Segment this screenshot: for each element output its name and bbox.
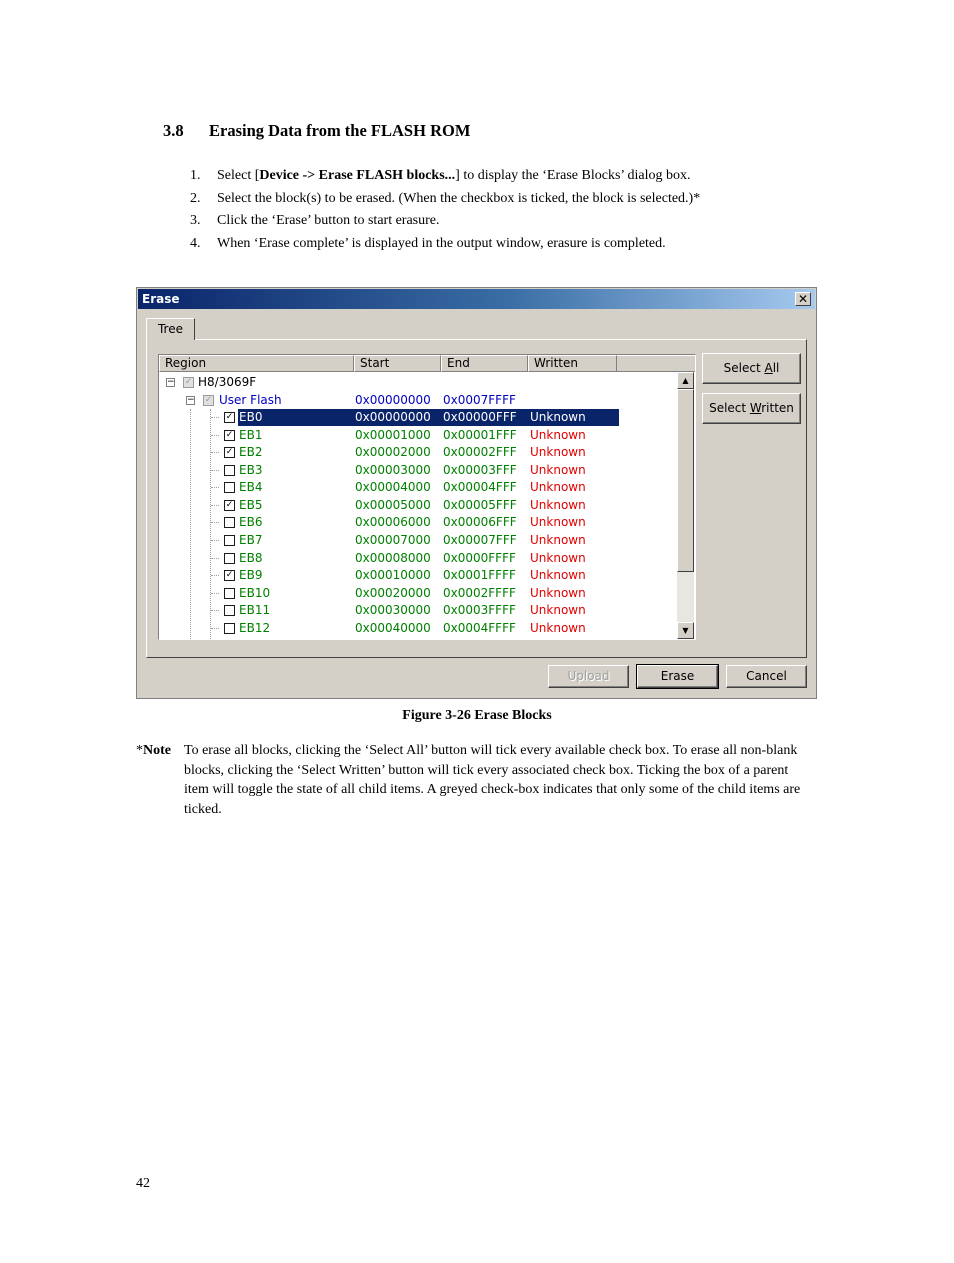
select-all-label-post: ll <box>772 361 780 375</box>
tree-guide-line <box>211 540 219 541</box>
table-row[interactable] <box>159 497 677 514</box>
tree-guide-line <box>211 435 219 436</box>
block-name: EB0 <box>239 410 263 425</box>
column-header-end[interactable]: End <box>441 355 528 372</box>
list-header <box>159 355 695 372</box>
steps-list <box>190 166 700 257</box>
tree-guide-line <box>211 610 219 611</box>
table-row[interactable] <box>159 479 677 496</box>
step-item <box>190 234 700 257</box>
written-status: Unknown <box>530 462 586 477</box>
table-row[interactable] <box>159 585 677 602</box>
written-status: Unknown <box>530 620 586 635</box>
table-row[interactable] <box>159 602 677 619</box>
step-text: When ‘Erase complete’ is displayed in the output window, erasure is completed. <box>217 236 666 252</box>
block-tree-list[interactable] <box>158 354 696 640</box>
start-address: 0x00020000 <box>355 585 431 600</box>
start-address: 0x00002000 <box>355 445 431 460</box>
end-address: 0x0002FFFF <box>443 585 516 600</box>
select-all-button[interactable] <box>702 353 801 384</box>
end-address: 0x00003FFF <box>443 462 517 477</box>
note-text: To erase all blocks, clicking the ‘Select All’ button will tick every available check box. To erase all non-blank blocks, clicking the ‘Select Written’ button will tick every associated check box. Ticking the box of a parent item will toggle the state of all child items. A greyed check-box indicates that only some of the child items are ticked. <box>184 743 801 817</box>
start-address: 0x00000000 <box>355 392 431 407</box>
table-row[interactable] <box>159 392 677 409</box>
select-written-label-pre: Select <box>709 401 750 415</box>
step-number: 2. <box>190 190 201 206</box>
tab-tree[interactable]: Tree <box>146 318 195 340</box>
vertical-scrollbar[interactable] <box>677 372 694 639</box>
tree-item-label: User Flash <box>219 392 282 407</box>
block-name: EB4 <box>239 480 263 495</box>
step-text: Click the ‘Erase’ button to start erasure. <box>217 213 440 229</box>
tree-item-label: H8/3069F <box>198 375 257 389</box>
title-bar[interactable] <box>138 289 815 309</box>
written-status: Unknown <box>530 497 586 512</box>
end-address: 0x0000FFFF <box>443 550 516 565</box>
block-name: EB2 <box>239 445 263 460</box>
table-row[interactable] <box>159 374 677 391</box>
tree-guide-line <box>211 628 219 629</box>
scroll-thumb[interactable] <box>677 389 694 572</box>
checkbox[interactable] <box>224 517 235 528</box>
start-address: 0x00006000 <box>355 515 431 530</box>
checkbox[interactable]: ✓ <box>225 447 234 458</box>
erase-dialog <box>136 287 817 699</box>
written-status: Unknown <box>530 550 586 565</box>
collapse-icon[interactable]: − <box>167 377 175 387</box>
table-row[interactable] <box>159 444 677 461</box>
end-address: 0x0004FFFF <box>443 620 516 635</box>
section-title: Erasing Data from the FLASH ROM <box>209 121 471 140</box>
written-status: Unknown <box>530 445 586 460</box>
section-heading <box>163 121 470 141</box>
table-row[interactable] <box>159 462 677 479</box>
note-star: * <box>136 743 143 758</box>
block-name: EB3 <box>239 462 263 477</box>
tree-guide-line <box>211 487 219 488</box>
checkbox-group[interactable]: ✓ <box>204 394 213 405</box>
tree-guide-line <box>211 522 219 523</box>
table-row[interactable] <box>159 514 677 531</box>
select-all-label-pre: Select <box>723 361 765 375</box>
end-address: 0x00002FFF <box>443 445 517 460</box>
tree-guide-line <box>211 575 219 576</box>
table-row[interactable] <box>159 409 677 426</box>
block-name: EB11 <box>239 603 271 618</box>
written-status: Unknown <box>530 515 586 530</box>
scroll-up-icon[interactable]: ▲ <box>677 372 694 389</box>
start-address: 0x00030000 <box>355 603 431 618</box>
written-status: Unknown <box>530 410 586 425</box>
checkbox[interactable] <box>224 482 235 493</box>
close-icon[interactable]: ✕ <box>795 292 811 306</box>
collapse-icon[interactable]: − <box>187 394 195 405</box>
column-header-region[interactable]: Region <box>159 355 354 372</box>
step-text-end: ] to display the ‘Erase Blocks’ dialog box. <box>455 168 691 183</box>
figure-caption: Figure 3-26 Erase Blocks <box>402 708 552 723</box>
start-address: 0x00000000 <box>355 410 431 425</box>
column-header-written[interactable]: Written <box>528 355 617 372</box>
table-row[interactable] <box>159 567 677 584</box>
written-status: Unknown <box>530 480 586 495</box>
end-address: 0x00005FFF <box>443 497 517 512</box>
step-text: Select [ <box>217 168 260 183</box>
tree-guide-line <box>211 470 219 471</box>
cancel-button[interactable]: Cancel <box>726 665 807 688</box>
step-number: 1. <box>190 168 201 183</box>
scroll-down-icon[interactable]: ▼ <box>677 622 694 639</box>
tree-guide-line <box>211 593 219 594</box>
start-address: 0x00005000 <box>355 497 431 512</box>
step-item <box>190 189 700 212</box>
start-address: 0x00008000 <box>355 550 431 565</box>
select-written-accelerator: W <box>749 401 762 415</box>
note-label <box>136 741 171 761</box>
table-row[interactable] <box>159 550 677 567</box>
page-number: 42 <box>136 1176 150 1191</box>
block-name: EB5 <box>239 497 263 512</box>
end-address: 0x00004FFF <box>443 480 517 495</box>
table-row[interactable] <box>159 427 677 444</box>
start-address: 0x00040000 <box>355 620 431 635</box>
select-written-label-post: ritten <box>761 401 794 415</box>
block-name: EB9 <box>239 568 263 583</box>
table-row[interactable] <box>159 532 677 549</box>
tree-guide-line <box>211 505 219 506</box>
checkbox[interactable]: ✓ <box>225 499 234 510</box>
erase-button[interactable]: Erase <box>637 665 718 688</box>
written-status: Unknown <box>530 532 586 547</box>
step-number: 3. <box>190 213 201 229</box>
checkbox[interactable] <box>224 535 235 546</box>
step-text: Select the block(s) to be erased. (When the checkbox is ticked, the block is selected.)* <box>217 190 701 206</box>
table-row[interactable] <box>159 620 677 637</box>
start-address: 0x00010000 <box>355 568 431 583</box>
step-item <box>190 166 700 189</box>
upload-button[interactable]: Upload <box>548 665 629 688</box>
block-name: EB10 <box>239 585 271 600</box>
checkbox[interactable]: ✓ <box>225 570 234 581</box>
column-header-start[interactable]: Start <box>354 355 441 372</box>
select-written-button[interactable] <box>702 393 801 424</box>
block-name: EB6 <box>239 515 263 530</box>
block-name: EB1 <box>239 427 263 442</box>
column-header-filler <box>617 355 695 372</box>
step-item <box>190 211 700 234</box>
end-address: 0x00006FFF <box>443 515 517 530</box>
checkbox[interactable] <box>224 553 235 564</box>
tree-guide-line <box>211 558 219 559</box>
checkbox[interactable] <box>224 623 235 634</box>
tree-guide-line <box>211 452 219 453</box>
block-name: EB7 <box>239 532 263 547</box>
end-address: 0x0001FFFF <box>443 568 516 583</box>
checkbox[interactable] <box>224 605 235 616</box>
note <box>136 741 816 819</box>
step-number: 4. <box>190 236 201 252</box>
menu-path: Device -> Erase FLASH blocks... <box>259 168 456 183</box>
end-address: 0x00000FFF <box>443 410 517 425</box>
block-name: EB8 <box>239 550 263 565</box>
end-address: 0x00007FFF <box>443 532 517 547</box>
end-address: 0x0007FFFF <box>443 392 516 407</box>
start-address: 0x00007000 <box>355 532 431 547</box>
written-status: Unknown <box>530 427 586 442</box>
written-status: Unknown <box>530 585 586 600</box>
start-address: 0x00004000 <box>355 480 431 495</box>
written-status: Unknown <box>530 603 586 618</box>
checkbox[interactable] <box>224 465 235 476</box>
start-address: 0x00003000 <box>355 462 431 477</box>
section-number: 3.8 <box>163 121 184 140</box>
start-address: 0x00001000 <box>355 427 431 442</box>
tree-guide-line <box>211 417 219 418</box>
note-label-text: Note <box>143 743 171 758</box>
checkbox[interactable]: ✓ <box>225 412 234 423</box>
end-address: 0x0003FFFF <box>443 603 516 618</box>
checkbox-root[interactable]: ✓ <box>184 377 193 387</box>
checkbox[interactable] <box>224 588 235 599</box>
checkbox[interactable]: ✓ <box>225 429 234 440</box>
dialog-title: Erase <box>142 292 180 306</box>
block-name: EB12 <box>239 620 271 635</box>
select-all-accelerator: A <box>764 361 773 375</box>
end-address: 0x00001FFF <box>443 427 517 442</box>
written-status: Unknown <box>530 568 586 583</box>
